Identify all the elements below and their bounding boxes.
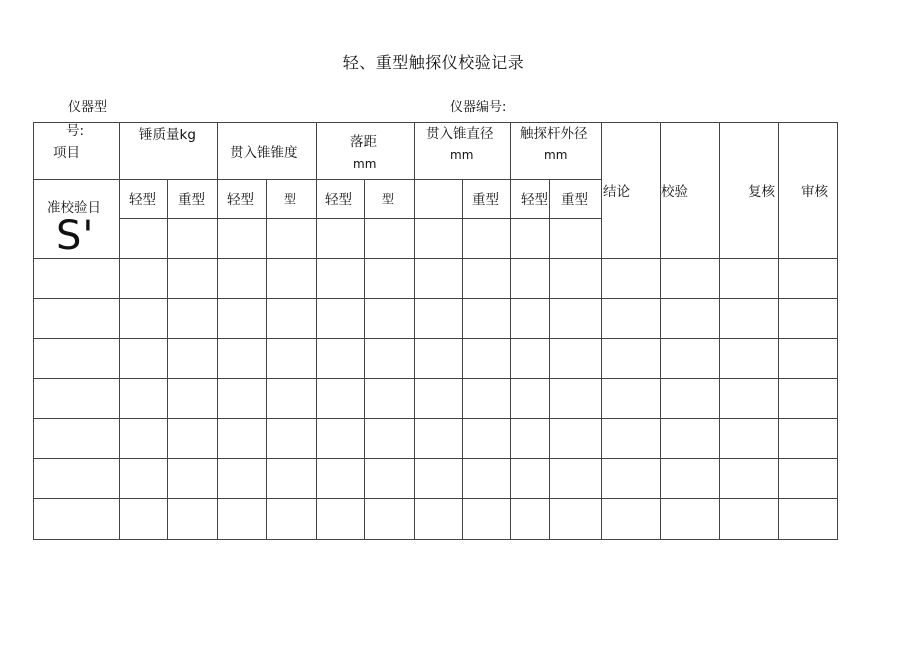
conclusion-header: 结论 [603,184,630,200]
drop-height-header: 落距 [350,134,377,150]
checker-header: 校验 [661,184,688,200]
approver-header: 审核 [801,184,828,200]
subheader-cell: 重型 [178,192,205,208]
calibration-date-mark: S' [56,213,95,259]
instrument-model-label: 仪器型 [68,100,108,115]
rod-outer-diameter-header: 触探杆外径 [520,126,588,142]
subheader-cell: 型 [284,192,297,206]
rod-outer-diameter-unit: mm [544,148,568,162]
subheader-cell: 型 [382,192,395,206]
subheader-cell: 重型 [561,192,588,208]
reviewer-header: 复核 [748,184,775,200]
hammer-mass-header: 锤质量kg [139,127,196,143]
subheader-cell: 重型 [472,192,499,208]
cone-taper-header: 贯入锥锥度 [230,145,298,161]
item-header: 项目 [53,145,80,161]
drop-height-unit: mm [353,157,377,171]
subheader-cell: 轻型 [227,192,254,208]
table-border [34,123,838,540]
instrument-serial-label: 仪器编号: [450,100,507,115]
subheader-cell: 轻型 [521,192,548,208]
cone-diameter-unit: mm [450,148,474,162]
calibration-date-header: 准校验日 [47,200,101,216]
page-title: 轻、重型触探仪校验记录 [342,53,525,72]
subheader-cell: 轻型 [325,192,352,208]
cone-diameter-header: 贯入锥直径 [426,126,494,142]
model-label-continuation: 号: [66,123,85,139]
subheader-cell: 轻型 [129,192,156,208]
